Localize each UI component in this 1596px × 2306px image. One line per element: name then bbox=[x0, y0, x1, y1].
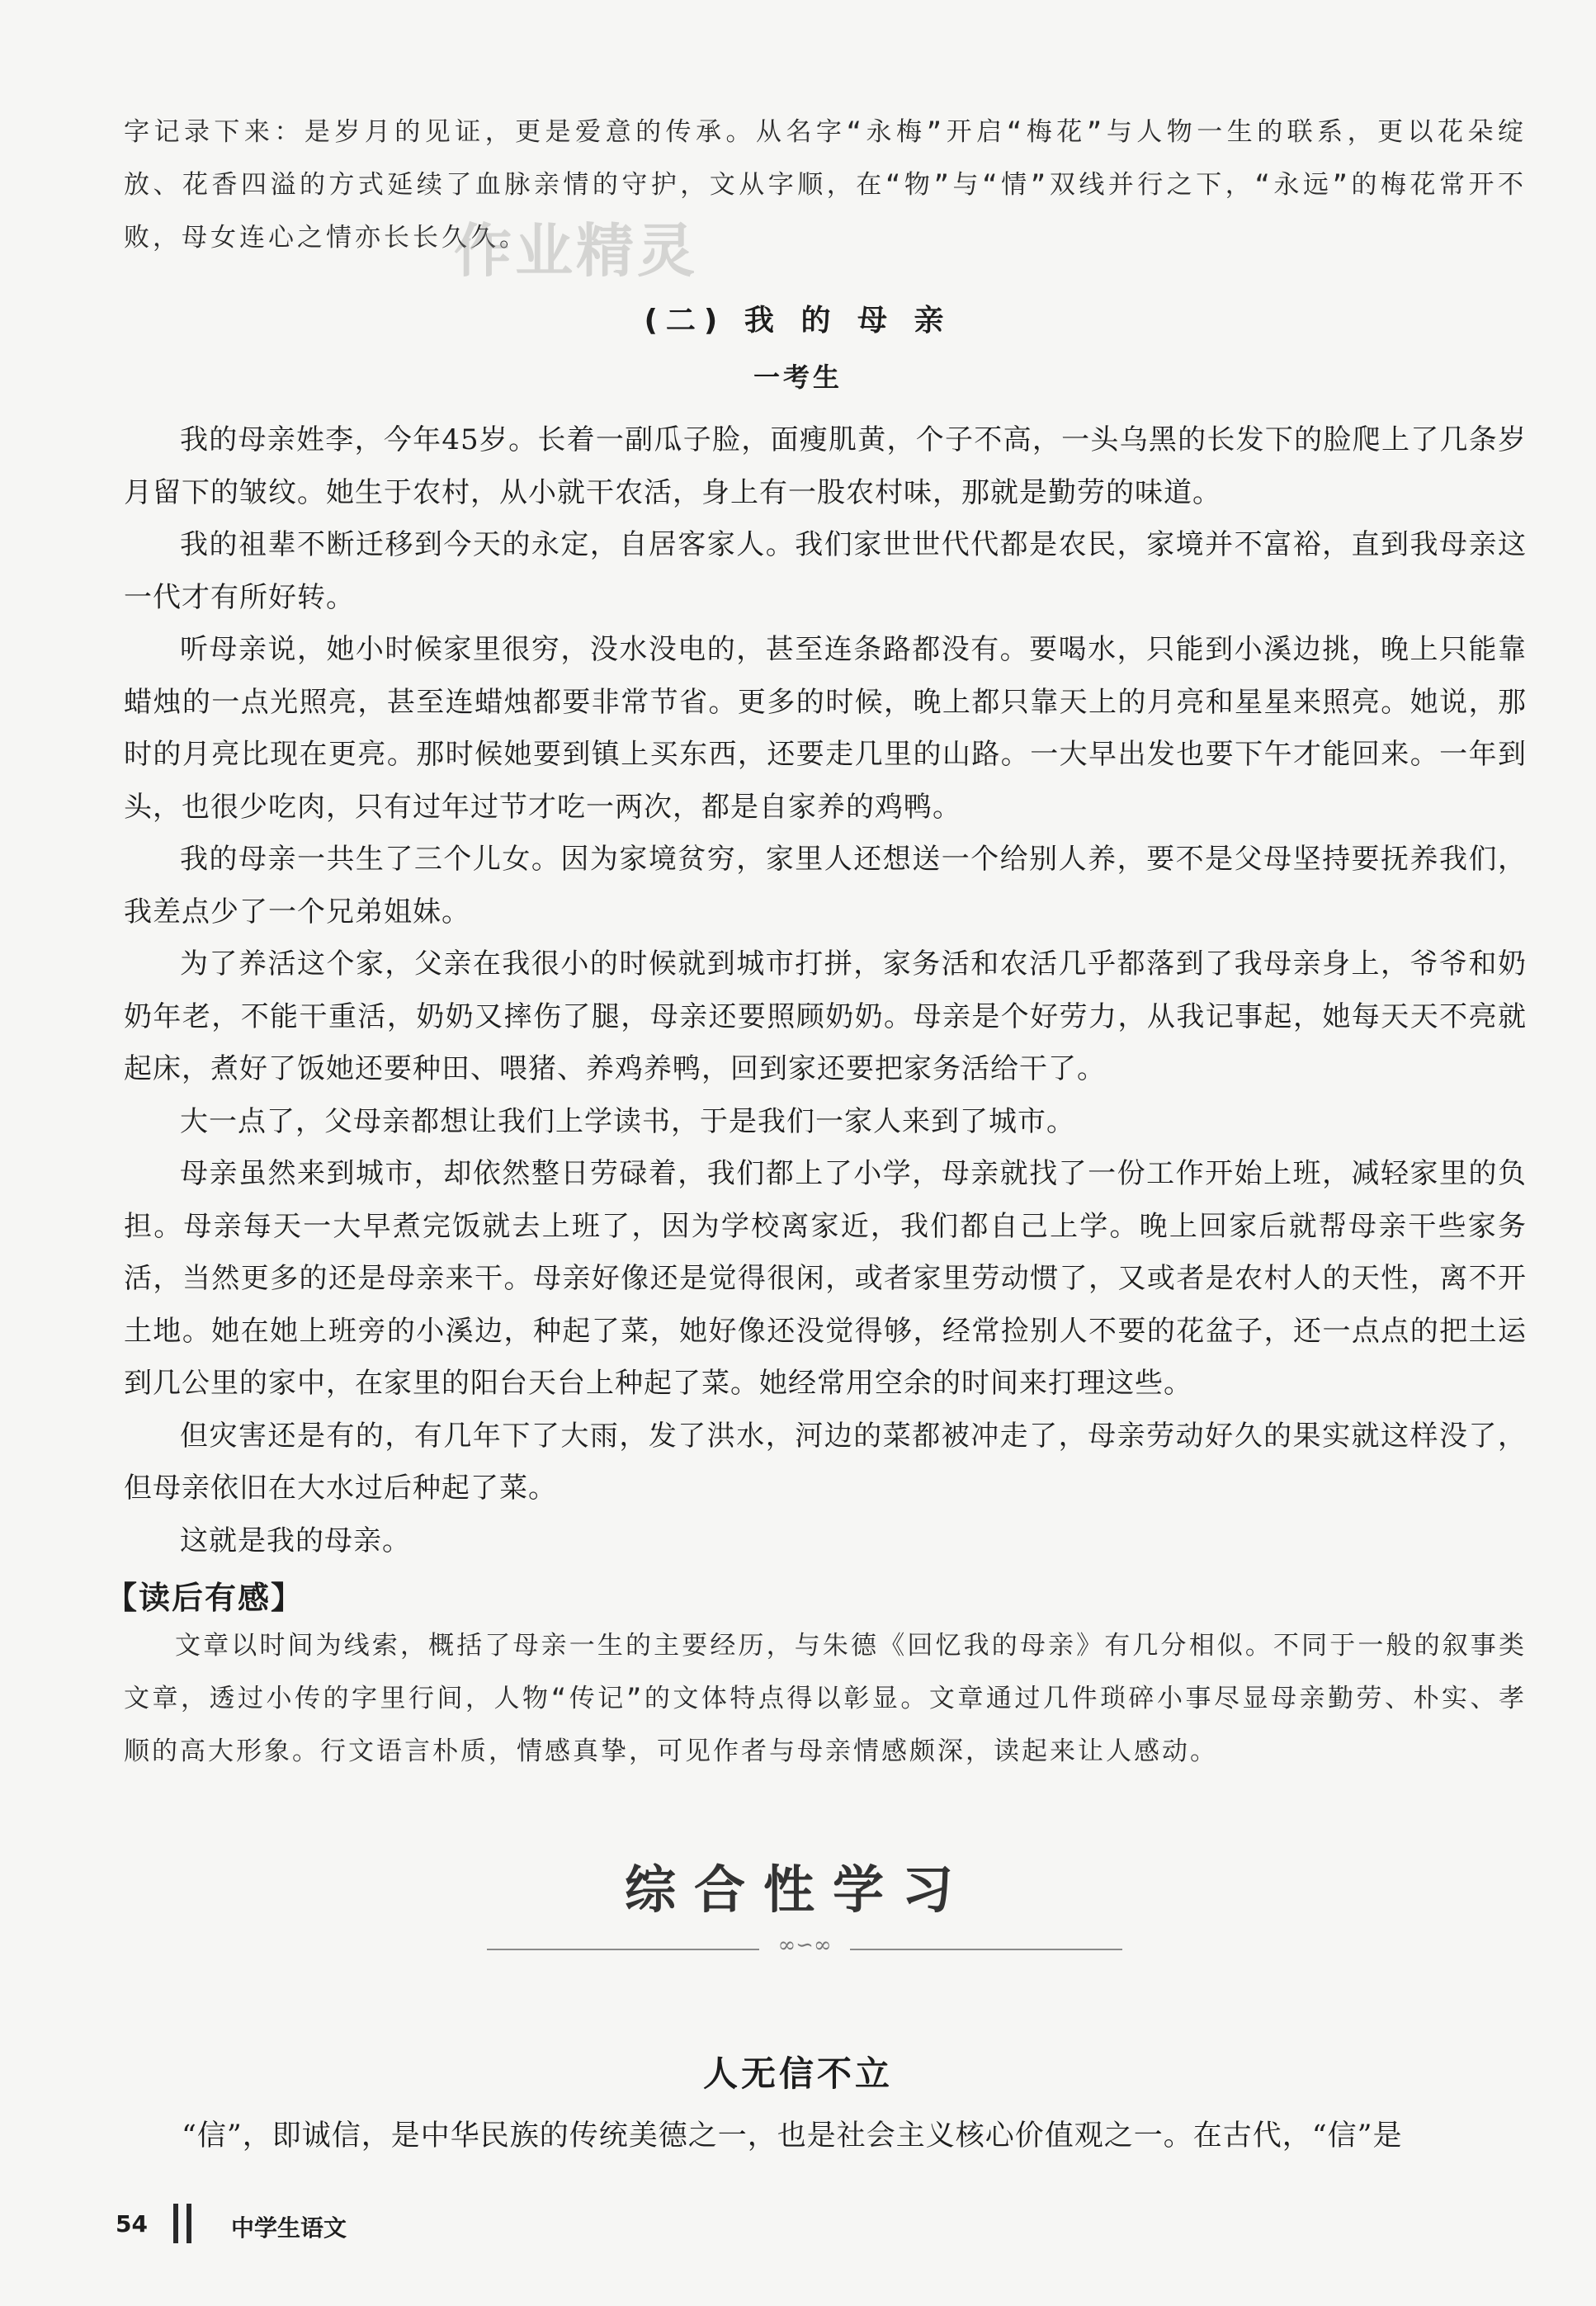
reflection-heading: 【读后有感】 bbox=[106, 1580, 305, 1616]
essay-paragraph: 母亲虽然来到城市，却依然整日劳碌着，我们都上了小学，母亲就找了一份工作开始上班，减轻家里的负担。母亲每天一大早煮完饭就去上班了，因为学校离家近，我们都自己上学。晚上回家后就帮母亲干些家务活，当然更多的还是母亲来干。母亲好像还是觉得很闲，或者家里劳动惯了，又或者是农村人的天性，离不开土地。她在她上班旁的小溪边，种起了菜，她好像还没觉得够，经常捡别人不要的花盆子，还一点点的把土运到几公里的家中，在家里的阳台天台上种起了菜。她经常用空余的时间来打理这些。 bbox=[124, 1157, 1527, 1400]
ornamental-divider bbox=[487, 1933, 1122, 1958]
divider-line-left bbox=[487, 1949, 759, 1950]
essay-paragraph: 为了养活这个家，父亲在我很小的时候就到城市打拼，家务活和农活几乎都落到了我母亲身上，爷爷和奶奶年老，不能干重活，奶奶又摔伤了腿，母亲还要照顾奶奶。母亲是个好劳力，从我记事起，她每天天不亮就起床，煮好了饭她还要种田、喂猪、养鸡养鸭，回到家还要把家务活给干了。 bbox=[124, 947, 1527, 1085]
essay-paragraph: 但灾害还是有的，有几年下了大雨，发了洪水，河边的菜都被冲走了，母亲劳动好久的果实就这样没了，但母亲依旧在大水过后种起了菜。 bbox=[124, 1419, 1527, 1505]
essay-title: (二) 我 的 母 亲 bbox=[644, 304, 952, 338]
essay-body bbox=[124, 414, 1527, 1567]
page-number: 54 bbox=[116, 2210, 148, 2237]
section-intro-text: “信”，即诚信，是中华民族的传统美德之一，也是社会主义核心价值观之一。在古代，“信”是 bbox=[182, 2119, 1403, 2152]
footer-bars-icon bbox=[173, 2204, 198, 2243]
essay-paragraph: 听母亲说，她小时候家里很穷，没水没电的，甚至连条路都没有。要喝水，只能到小溪边挑，晚上只能靠蜡烛的一点光照亮，甚至连蜡烛都要非常节省。更多的时候，晚上都只靠天上的月亮和星星来照亮。她说，那时的月亮比现在更亮。那时候她要到镇上买东西，还要走几里的山路。一大早出发也要下午才能回来。一年到头，也很少吃肉，只有过年过节才吃一两次，都是自家养的鸡鸭。 bbox=[124, 633, 1527, 824]
essay-author: 一考生 bbox=[753, 361, 843, 393]
essay-paragraph: 我的祖辈不断迁移到今天的永定，自居客家人。我们家世世代代都是农民，家境并不富裕，直到我母亲这一代才有所好转。 bbox=[124, 528, 1527, 614]
essay-paragraph: 这就是我的母亲。 bbox=[180, 1524, 411, 1557]
essay-paragraph: 我的母亲一共生了三个儿女。因为家境贫穷，家里人还想送一个给别人养，要不是父母坚持要抚养我们，我差点少了一个兄弟姐妹。 bbox=[124, 843, 1527, 929]
previous-commentary-ending: 字记录下来：是岁月的见证，更是爱意的传承。从名字“永梅”开启“梅花”与人物一生的联系，更以花朵绽放、花香四溢的方式延续了血脉亲情的守护，文从字顺，在“物”与“情”双线并行之下，“永远”的梅花常开不败，母女连心之情亦长长久久。 bbox=[124, 117, 1527, 253]
watermark: 作业精灵 bbox=[454, 217, 698, 285]
journal-name: 中学生语文 bbox=[231, 2214, 347, 2242]
essay-paragraph: 我的母亲姓李，今年45岁。长着一副瓜子脸，面瘦肌黄，个子不高，一头乌黑的长发下的脸爬上了几条岁月留下的皱纹。她生于农村，从小就干农活，身上有一股农村味，那就是勤劳的味道。 bbox=[124, 423, 1527, 509]
section-subtitle: 人无信不立 bbox=[702, 2053, 893, 2094]
essay-paragraph: 大一点了，父母亲都想让我们上学读书，于是我们一家人来到了城市。 bbox=[180, 1104, 1075, 1138]
chapter-title: 综合性学习 bbox=[624, 1859, 971, 1920]
divider-line-right bbox=[850, 1949, 1122, 1950]
reflection-text: 文章以时间为线索，概括了母亲一生的主要经历，与朱德《回忆我的母亲》有几分相似。不同于一般的叙事类文章，透过小传的字里行间，人物“传记”的文体特点得以彰显。文章通过几件琐碎小事尽显母亲勤劳、朴实、孝顺的高大形象。行文语言朴质，情感真挚，可见作者与母亲情感颇深，读起来让人感动。 bbox=[124, 1631, 1527, 1766]
flourish-icon: ∞∽∞ bbox=[777, 1933, 832, 1958]
